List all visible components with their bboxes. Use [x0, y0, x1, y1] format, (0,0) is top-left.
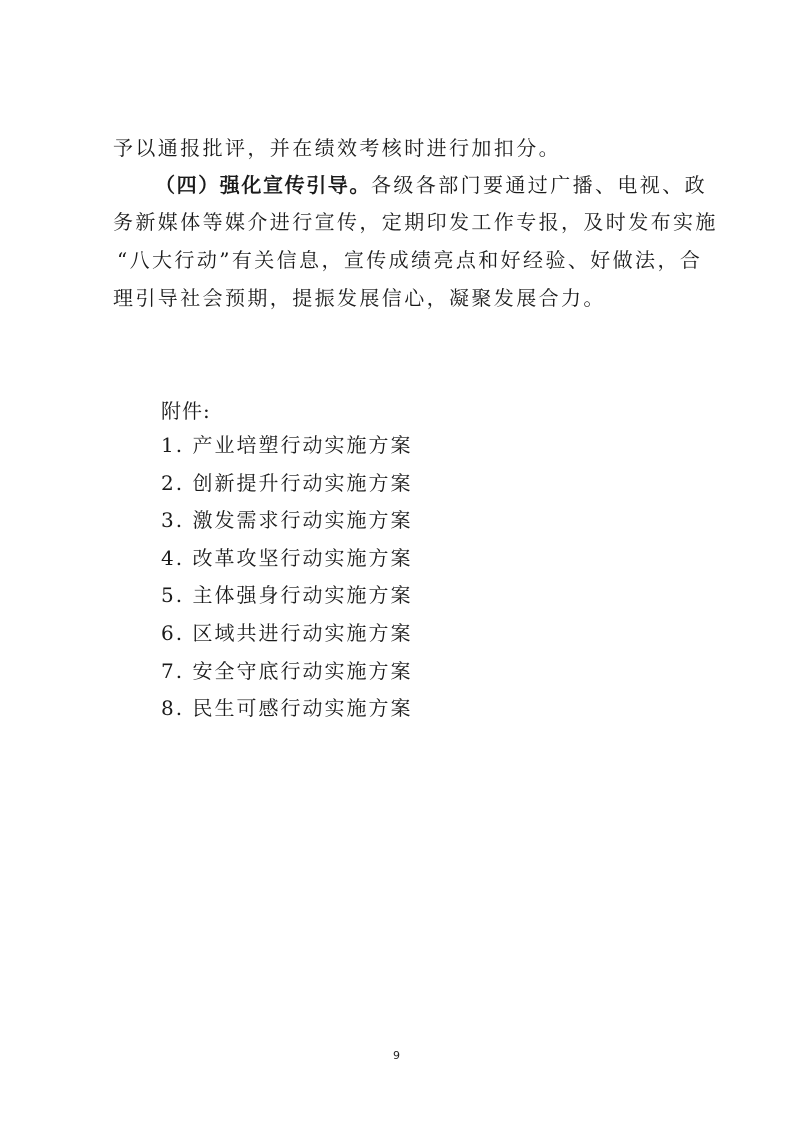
attachments-list [161, 431, 412, 732]
section-four-line [155, 171, 707, 199]
section-heading: （四）强化宣传引导。 [155, 173, 371, 197]
body-paragraph-line: 务新媒体等媒介进行宣传，定期印发工作专报，及时发布实施 [113, 210, 718, 234]
body-paragraph-line: “八大行动”有关信息，宣传成绩亮点和好经验、好做法，合 [117, 248, 703, 272]
attachments-title: 附件: [161, 399, 211, 423]
attachment-item: 1. 产业培塑行动实施方案 [161, 433, 413, 457]
body-paragraph-line: 予以通报批评，并在绩效考核时进行加扣分。 [113, 136, 561, 160]
attachment-item: 2. 创新提升行动实施方案 [161, 470, 413, 495]
attachment-item: 4. 改革攻坚行动实施方案 [161, 545, 413, 570]
body-paragraph-line: 理引导社会预期，提振发展信心，凝聚发展合力。 [113, 286, 606, 310]
attachment-item: 3. 激发需求行动实施方案 [161, 508, 413, 533]
section-text: 各级各部门要通过广播、电视、政 [371, 173, 707, 197]
attachment-item: 5. 主体强身行动实施方案 [161, 583, 413, 608]
attachment-item: 7. 安全守底行动实施方案 [161, 658, 413, 683]
page-number: 9 [393, 1049, 400, 1062]
attachment-item: 8. 民生可感行动实施方案 [161, 696, 413, 721]
attachment-item: 6. 区域共进行动实施方案 [161, 620, 413, 645]
